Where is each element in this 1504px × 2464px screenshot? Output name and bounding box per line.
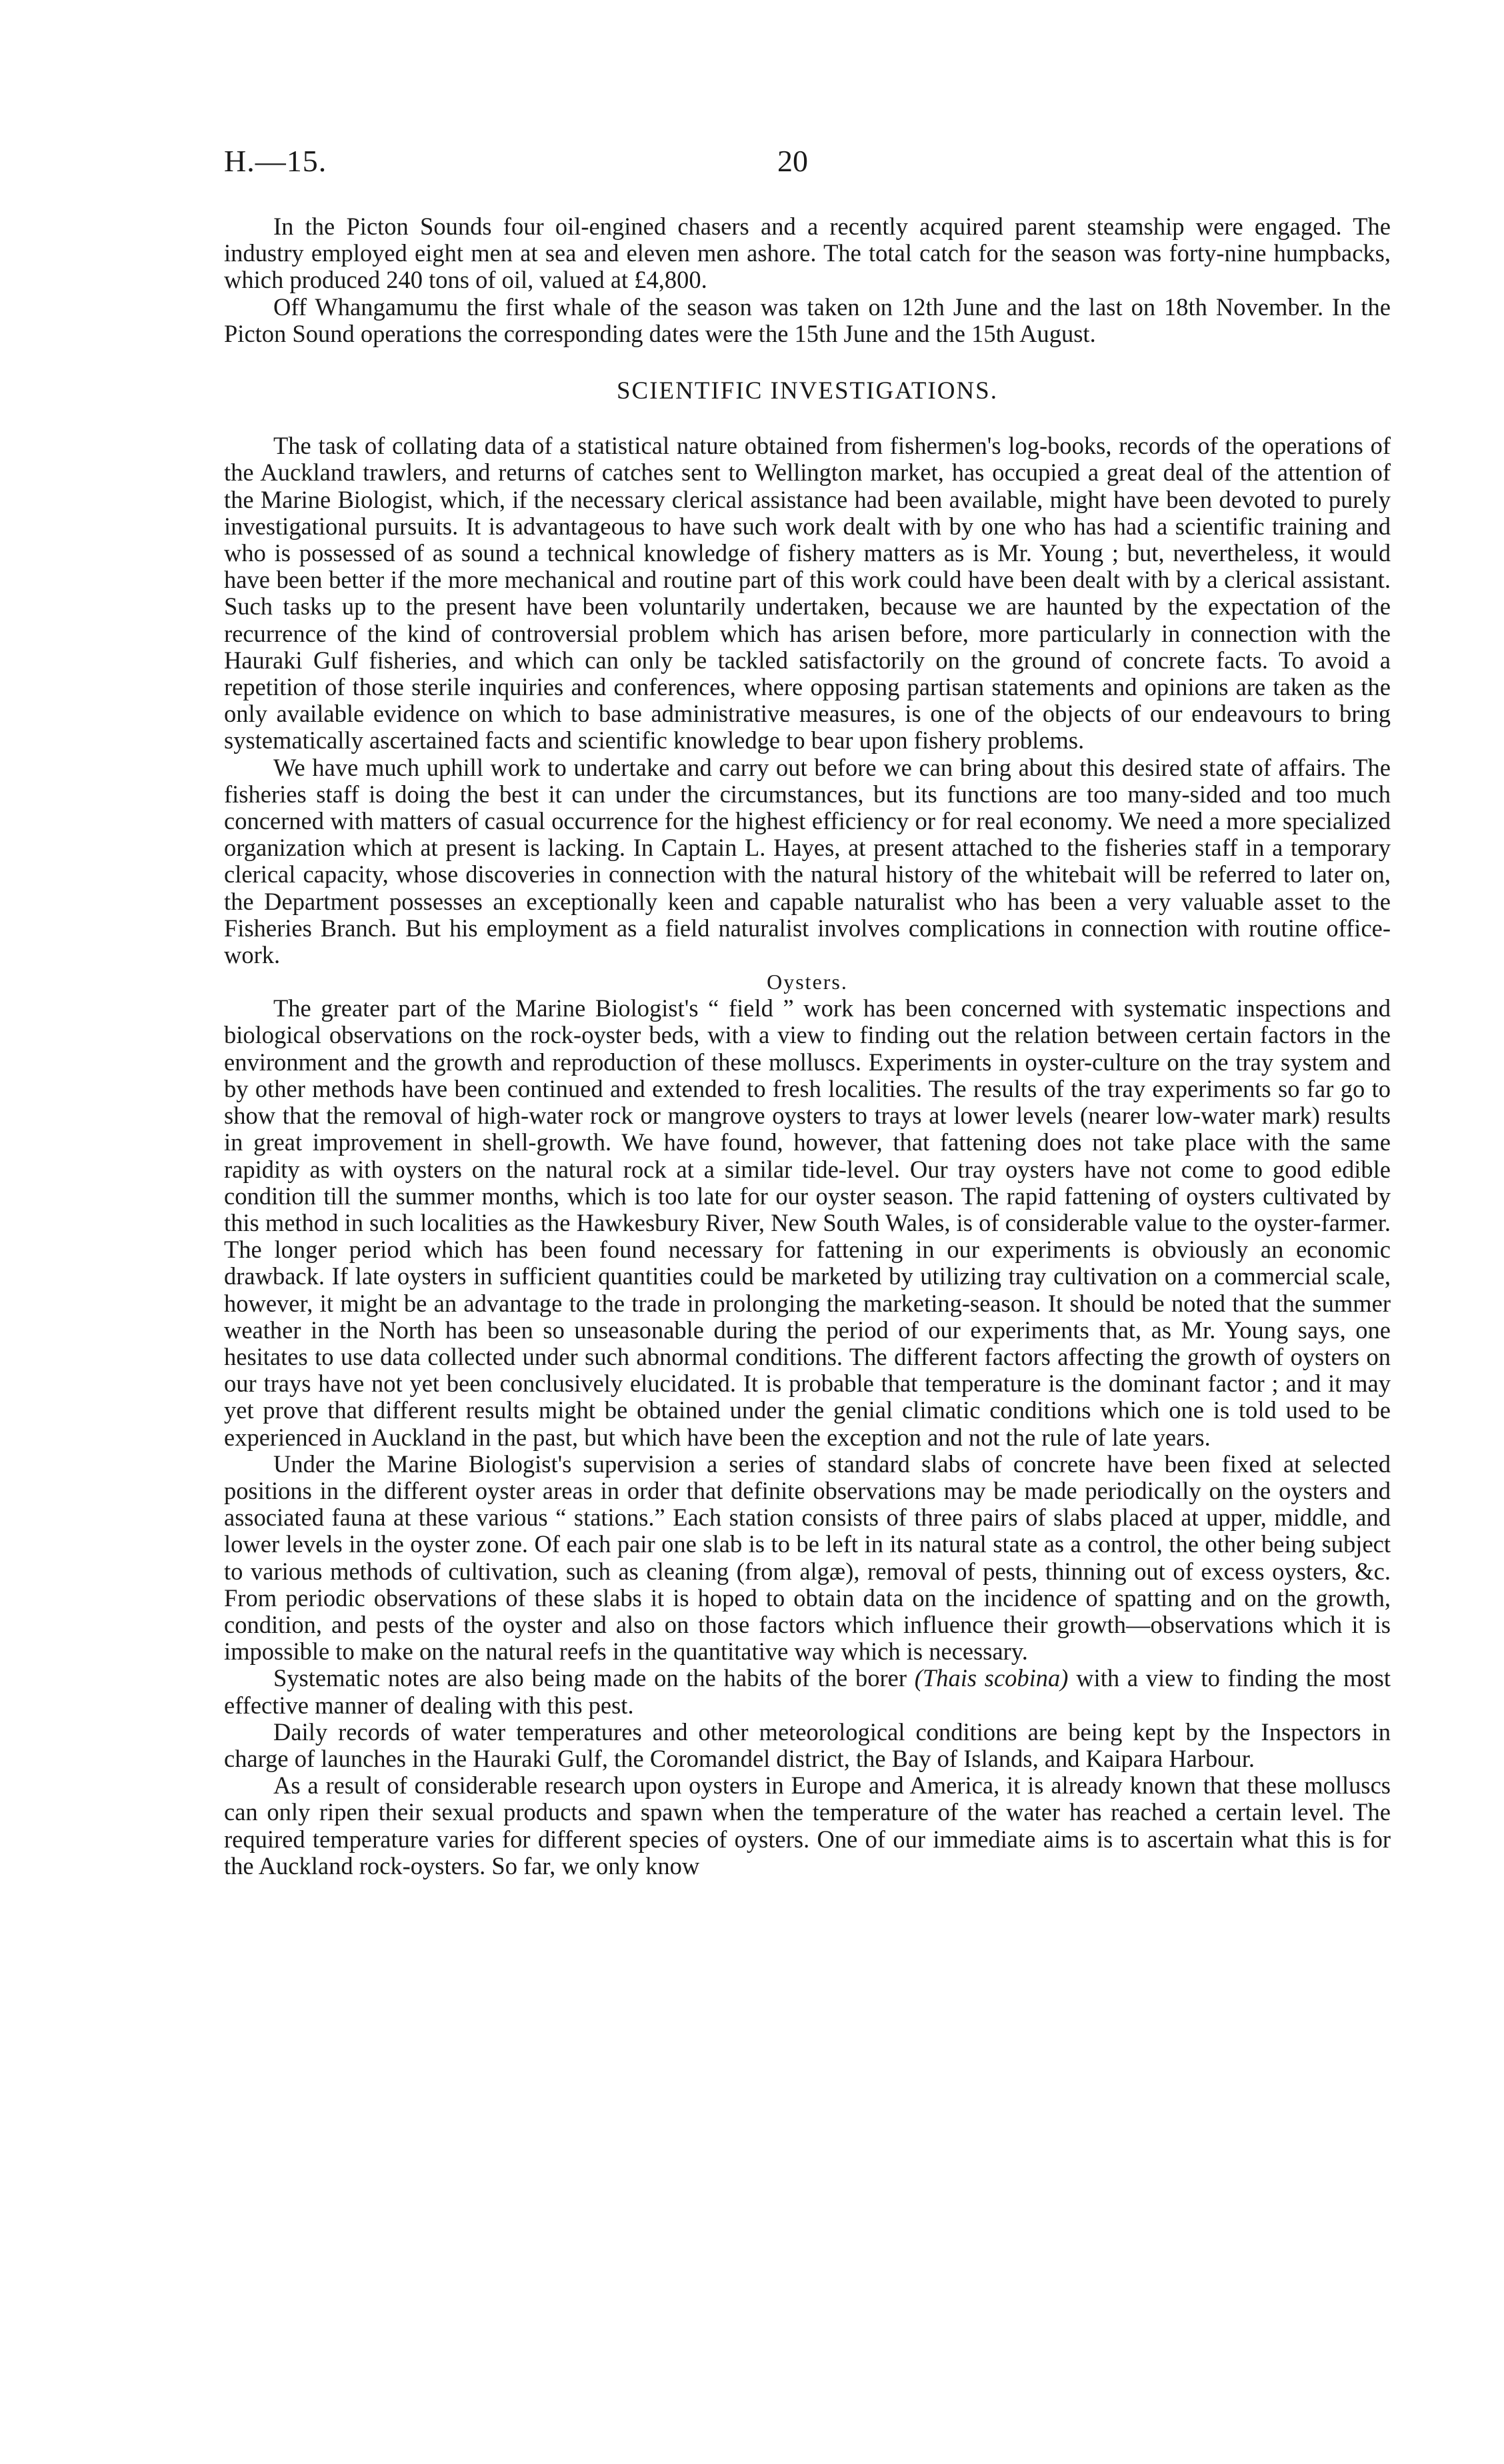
page-number: 20 bbox=[777, 144, 808, 178]
paragraph-uphill-work: We have much uphill work to undertake and carry out before we can bring about this desired state of affairs. The fisheries staff is doing the best it can under the circumstances, but its functions are too many-sided and too much concerned with matters of casual occurrence for the highest efficiency or for real economy. We need a more specialized organization which at present is lacking. In Captain L. Hayes, at present attached to the fisheries staff in a temporary clerical capacity, whose discoveries in connection with the natural history of the whitebait will be referred to later on, the Department possesses an exceptionally keen and capable naturalist who has been a very valuable asset to the Fisheries Branch. But his employment as a field naturalist involves complications in connection with routine office-work. bbox=[224, 753, 1391, 969]
subsection-heading-oysters: Oysters. bbox=[767, 970, 848, 994]
borer-species-name: (Thais scobina) bbox=[914, 1664, 1069, 1692]
paragraph-research-temperature: As a result of considerable research upon oysters in Europe and America, it is already known that these molluscs can only ripen their sexual products and spawn when the temperature of the water has reached a certain level. The required temperature varies for different species of oysters. One of our immediate aims is to ascertain what this is for the Auckland rock-oysters. So far, we only know bbox=[224, 1772, 1391, 1879]
borer-text-before: Systematic notes are also being made on the habits of the borer bbox=[273, 1664, 915, 1692]
paragraph-whangamumu: Off Whangamumu the first whale of the season was taken on 12th June and the last on 18th November. In the Picton Sound operations the corresponding dates were the 15th June and the 15th August. bbox=[224, 293, 1391, 347]
page-header bbox=[224, 143, 1304, 183]
paragraph-collating-data: The task of collating data of a statistical nature obtained from fishermen's log-books, records of the operations of the Auckland trawlers, and returns of catches sent to Wellington market, has occupied a great deal of the attention of the Marine Biologist, which, if the necessary clerical assistance had been available, might have been devoted to purely investigational pursuits. It is advantageous to have such work dealt with by one who has had a scientific training and who is possessed of as sound a technical knowledge of fishery matters as is Mr. Young ; but, nevertheless, it would have been better if the more mechanical and routine part of this work could have been dealt with by a clerical assistant. Such tasks up to the present have been voluntarily undertaken, because we are haunted by the expectation of the recurrence of the kind of controversial problem which has arisen before, more particularly in connection with the Hauraki Gulf fisheries, and which can only be tackled satisfactorily on the ground of concrete facts. To avoid a repetition of those sterile inquiries and conferences, where opposing partisan statements and opinions are taken as the only available evidence on which to base administrative measures, is one of the objects of our endeavours to bring systematically ascertained facts and scientific knowledge to bear upon fishery problems. bbox=[224, 432, 1391, 754]
document-body bbox=[224, 213, 1391, 1879]
paragraph-picton-sounds: In the Picton Sounds four oil-engined chasers and a recently acquired parent steamship were engaged. The industry employed eight men at sea and eleven men ashore. The total catch for the season was forty-nine humpbacks, which produced 240 tons of oil, valued at £4,800. bbox=[224, 213, 1391, 294]
paragraph-borer-notes bbox=[224, 1665, 1391, 1718]
paragraph-daily-records: Daily records of water temperatures and other meteorological conditions are being kept by the Inspectors in charge of launches in the Hauraki Gulf, the Coromandel district, the Bay of Islands, and Kaipara Harbour. bbox=[224, 1718, 1391, 1772]
borer-text-after: with a view to finding the most effective manner of dealing with this pest. bbox=[224, 1664, 1391, 1719]
section-heading-scientific: SCIENTIFIC INVESTIGATIONS. bbox=[616, 377, 999, 405]
paragraph-concrete-slabs: Under the Marine Biologist's supervision a series of standard slabs of concrete have been fixed at selected positions in the different oyster areas in order that definite observations may be made periodically on the oysters and associated fauna at these various “ stations.” Each station consists of three pairs of slabs placed at upper, middle, and lower levels in the oyster zone. Of each pair one slab is to be left in its natural state as a control, the other being subject to various methods of cultivation, such as cleaning (from algæ), removal of pests, thinning out of excess oysters, &c. From periodic observations of these slabs it is hoped to obtain data on the incidence of spatting and on the growth, condition, and pests of the oyster and also on those factors which influence their growth—observations which it is impossible to make on the natural reefs in the quantitative way which is necessary. bbox=[224, 1450, 1391, 1666]
document-reference: H.—15. bbox=[224, 144, 327, 178]
paragraph-field-work: The greater part of the Marine Biologist's “ field ” work has been concerned with systematic inspections and biological observations on the rock-oyster beds, with a view to finding out the relation between certain factors in the environment and the growth and reproduction of these molluscs. Experiments in oyster-culture on the tray system and by other methods have been continued and extended to fresh localities. The results of the tray experiments so far go to show that the removal of high-water rock or mangrove oysters to trays at lower levels (nearer low-water mark) results in great improvement in shell-growth. We have found, however, that fattening does not take place with the same rapidity as with oysters on the natural rock at a similar tide-level. Our tray oysters have not come to good edible condition till the summer months, which is too late for our oyster season. The rapid fattening of oysters cultivated by this method in such localities as the Hawkesbury River, New South Wales, is of considerable value to the oyster-farmer. The longer period which has been found necessary for fattening in our experiments is obviously an economic drawback. If late oysters in sufficient quantities could be marketed by utilizing tray cultivation on a commercial scale, however, it might be an advantage to the trade in prolonging the marketing-season. It should be noted that the summer weather in the North has been so unseasonable during the period of our experiments that, as Mr. Young says, one hesitates to use data collected under such abnormal conditions. The different factors affecting the growth of oysters on our trays have not yet been conclusively elucidated. It is probable that temperature is the dominant factor ; and it may yet prove that different results might be obtained under the genial climatic conditions which one is told used to be experienced in Auckland in the past, but which have been the exception and not the rule of late years. bbox=[224, 994, 1391, 1451]
